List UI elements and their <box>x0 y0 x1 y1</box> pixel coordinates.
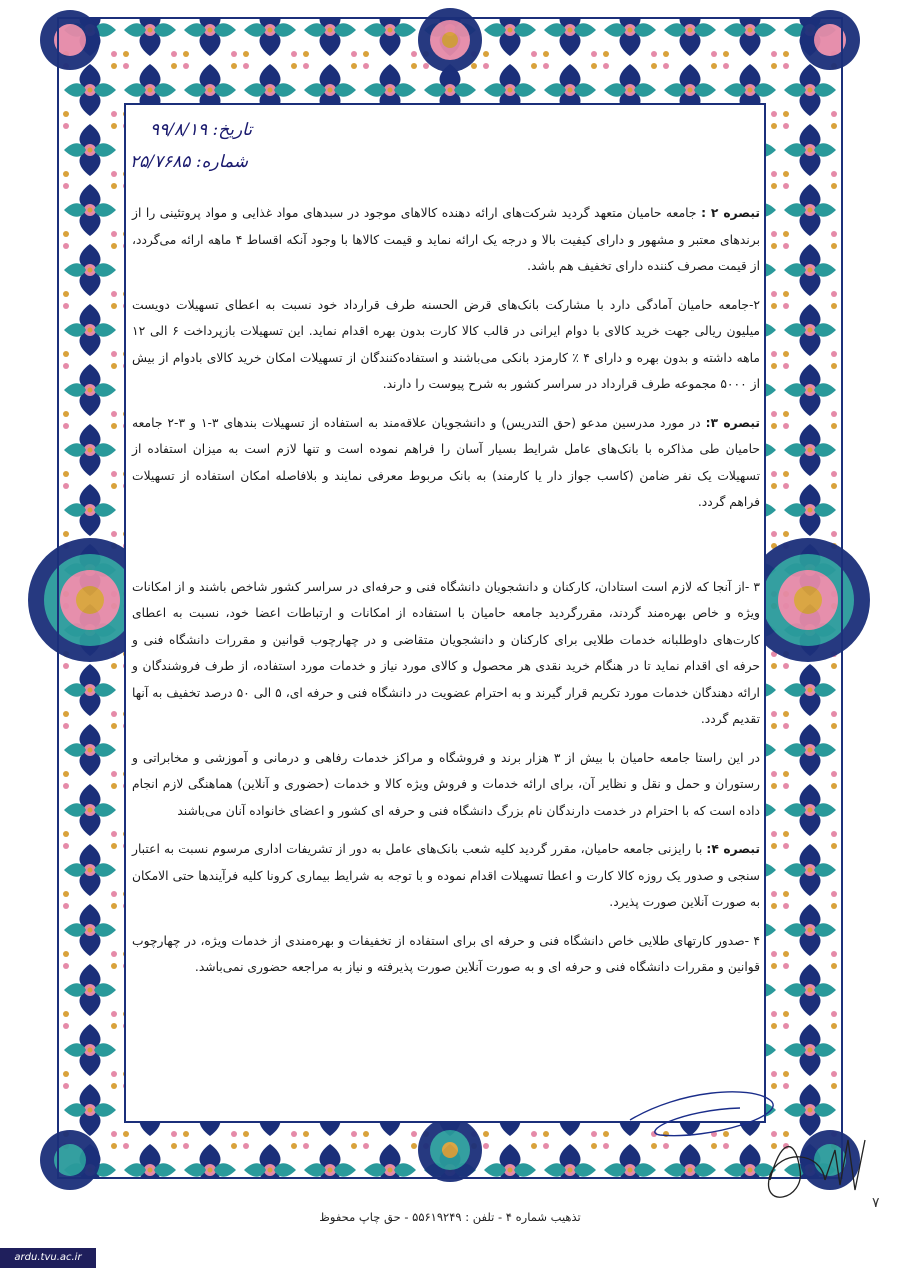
paragraph-note-2 <box>132 200 760 280</box>
paragraph-item-3 <box>132 574 760 733</box>
paragraph-lead: تبصره ۳: <box>705 415 761 430</box>
paragraph-text: در مورد مدرسین مدعو (حق التدریس) و دانشجویان علاقه‌مند به استفاده از تسهیلات بندهای ۳-۱ و ۳-۲ جامعه حامیان طی مذاکره با بانک‌های عامل شرایط بسیار آسان را فراهم نموده است و تنها لازم است به میزان استفاده از تسهیلات یک نفر ضامن (کاسب جواز دار یا کارمند) به بانک مربوط معرفی نمایند و بلافاصله امکان استفاده از تسهیلات فراهم گردد. <box>132 415 760 509</box>
paragraph-text: ۴ -صدور کارتهای طلایی خاص دانشگاه فنی و حرفه ای برای استفاده از تخفیفات و بهره‌مندی از خدمات ویژه، در چهارچوب قوانین و مقررات دانشگاه فنی و حرفه ای و به صورت آنلاین صورت پذیرفته و نیاز به مراجعه حضوری نمی‌باشد. <box>132 933 760 974</box>
paragraph-note-3 <box>132 410 760 516</box>
handwritten-date: تاریخ: ۹۹/۸/۱۹ <box>150 120 253 140</box>
corner-mark: ٧ <box>872 1195 880 1211</box>
paragraph-lead: تبصره ۲ : <box>701 206 760 220</box>
paragraph-item-4 <box>132 928 760 981</box>
watermark-link[interactable]: ardu.tvu.ac.ir <box>0 1248 96 1268</box>
letter-body <box>132 200 760 993</box>
footer-imprint: تذهیب شماره ۴ - تلفن : ۵۵۶۱۹۲۴۹ - حق چاپ محفوظ <box>319 1210 581 1224</box>
paragraph-item-2 <box>132 292 760 398</box>
paragraph-text: در این راستا جامعه حامیان با بیش از ۳ هزار برند و فروشگاه و مراکز خدمات رفاهی و درمانی و آموزشی و مخابراتی و رستوران و حمل و نقل و نظایر آن، برای ارائه خدمات و فروش ویژه کالا و خدمات (حضوری و آنلاین) هماهنگی لازم انجام داده است که با احترام در خدمت دارندگان نام بزرگ دانشگاه فنی و حرفه ای کشور و اعضای خانواده آنان می‌باشند <box>132 750 761 818</box>
paragraph-note-4 <box>132 836 760 916</box>
handwritten-number: شماره: ۲۵/۷۶۸۵ <box>130 152 249 172</box>
paragraph-text: ۲-جامعه حامیان آمادگی دارد با مشارکت بانک‌های قرض الحسنه طرف قرارداد خود نسبت به اعطای تسهیلات دویست میلیون ریالی جهت خرید کالای با دوام ایرانی در قالب کالا کارت بدون بهره اقدام نماید. این تسهیلات بازپرداخت ۶ الی ۱۲ ماهه داشته و بدون بهره و دارای ۴ ٪ کارمزد بانکی می‌باشند و استفاده‌کنندگان از تسهیلات امکان خرید کالای بادوام از بیش از ۵۰۰۰ مجموعه طرف قرارداد در سراسر کشور به شرح پیوست را دارند. <box>132 297 760 391</box>
paragraph-text: با رایزنی جامعه حامیان، مقرر گردید کلیه شعب بانک‌های عامل به دور از تشریفات اداری مرسوم نسبت به اعتبار سنجی و صدور یک روزه کالا کارت و اعطا تسهیلات اقدام نموده و با توجه به شرایط بیماری کرونا کلیه فرآیندها حتی الامکان به صورت آنلاین صورت پذیرد. <box>132 842 760 909</box>
paragraph-lead: تبصره ۴: <box>706 842 760 856</box>
paragraph-brands <box>132 745 760 825</box>
paragraph-text: ۳ -از آنجا که لازم است استادان، کارکنان و دانشجویان دانشگاه فنی و حرفه‌ای در سراسر کشور شاخص باشند و از امکانات ویژه و خاص بهره‌مند گردند، مقررگردید جامعه حامیان با استفاده از امکانات و ارتباطات اعضا خود، نسبت به اعطای کارت‌های داوطلبانه خدمات طلایی برای کارکنان و دانشجویان متقاضی و در چهارچوب قوانین و مقررات دانشگاه فنی و حرفه ای اقدام نماید تا در هنگام خرید نقدی هر محصول و کالای مورد نیاز و خدمات مورد استفاده، از طرف فروشندگان و ارائه دهندگان خدمات مورد تکریم قرار گیرند و به احترام عضویت در دانشگاه فنی و حرفه ای، ۵ الی ۵۰ درصد تخفیف به آنها تقدیم گردد. <box>132 579 760 726</box>
signature <box>620 1080 880 1230</box>
paragraph-text: جامعه حامیان متعهد گردید شرکت‌های ارائه دهنده کالاهای موجود در سبدهای مواد غذایی و مواد پروتئینی را از برندهای معتبر و مشهور و دارای کیفیت بالا و درجه یک ارائه نماید و قیمت کالاها با وجود آنکه اقساط ۴ ماهه ارائه می‌گردد، از قیمت مصرف کننده دارای تخفیف هم باشد. <box>132 206 760 273</box>
